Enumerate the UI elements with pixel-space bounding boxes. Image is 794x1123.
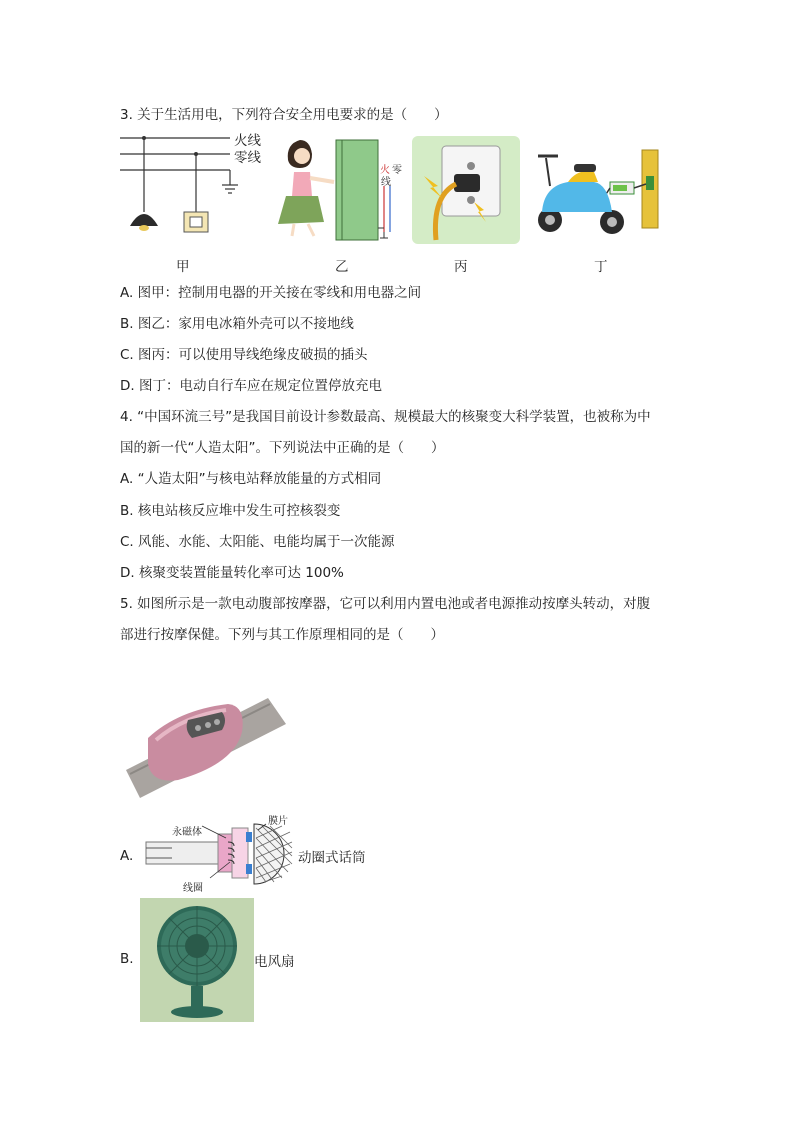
q5-stem-line1: 5. 如图所示是一款电动腹部按摩器，它可以利用内置电池或者电源推动按摩头转动，对腹 [120,596,651,612]
q4-stem-line2: 国的新一代“人造太阳”。下列说法中正确的是（ ） [120,440,445,456]
figure-label-bing: 丙 [454,259,468,275]
q5-option-b-letter: B. [120,951,134,967]
neutral-wire-label: 零线 [234,150,261,166]
q4-option-c: C. 风能、水能、太阳能、电能均属于一次能源 [120,534,395,550]
figure-label-jia: 甲 [176,259,190,275]
figure-bing-socket [412,136,520,244]
massager-image [118,680,290,810]
q5-option-b-text: 电风扇 [254,954,295,970]
live-wire-label: 火线 [234,133,261,149]
q3-option-d: D. 图丁：电动自行车应在规定位置停放充电 [120,378,382,394]
figure-label-ding: 丁 [594,259,608,275]
microphone-diagram [142,816,298,890]
mic-diaphragm-label: 膜片 [268,816,288,827]
mic-coil-label: 线圈 [183,883,203,894]
q3-option-b: B. 图乙：家用电冰箱外壳可以不接地线 [120,316,354,332]
mic-magnet-label: 永磁体 [172,827,202,838]
fridge-live-label: 火 [380,165,390,176]
q5-option-a-letter: A. [120,848,134,864]
figure-yi-fridge [272,132,407,244]
q3-option-a: A. 图甲：控制用电器的开关接在零线和用电器之间 [120,285,422,301]
q4-stem-line1: 4. “中国环流三号”是我国目前设计参数最高、规模最大的核聚变大科学装置，也被称为中 [120,409,651,425]
fridge-line-label: 线 [381,177,391,188]
q4-option-d: D. 核聚变装置能量转化率可达 100% [120,565,344,581]
q5-option-a-text: 动圈式话筒 [298,850,366,866]
q4-option-a: A. “人造太阳”与核电站释放能量的方式相同 [120,471,382,487]
q3-option-c: C. 图丙：可以使用导线绝缘皮破损的插头 [120,347,368,363]
figure-ding-ebike [528,142,668,242]
electric-fan-image [140,898,254,1022]
fridge-neutral-label: 零 [392,165,402,176]
q5-stem-line2: 部进行按摩保健。下列与其工作原理相同的是（ ） [120,627,444,643]
q4-option-b: B. 核电站核反应堆中发生可控核裂变 [120,503,341,519]
figure-label-yi: 乙 [335,259,349,275]
q3-stem: 3. 关于生活用电，下列符合安全用电要求的是（ ） [120,107,448,123]
